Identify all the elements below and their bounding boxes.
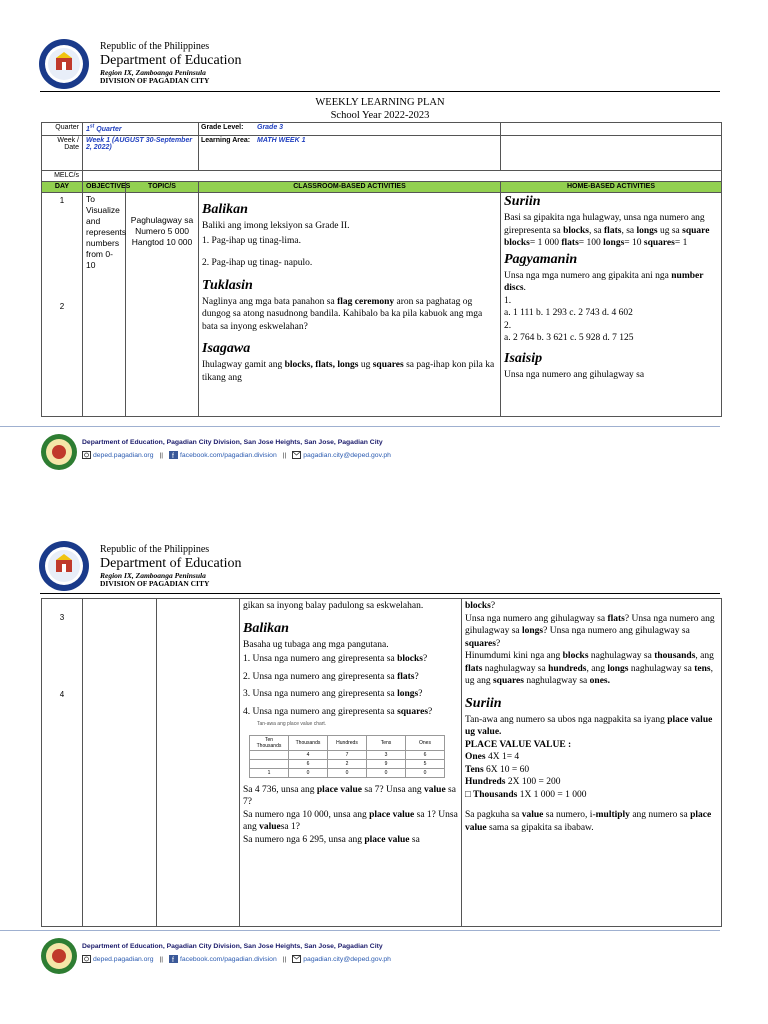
header-rule xyxy=(40,91,720,92)
hinumdumi-text: Hinumdumi kini nga ang blocks naghulagway sa thousands, ang flats naghulagway sa hundreds, ang longs naghulagway sa tens, ug ang squares naghulagway sa ones. xyxy=(465,651,714,686)
balikan-item-1: 1. Pag-ihap ug tinag-lima. xyxy=(202,235,301,246)
tens-line: Tens 6X 10 = 60 xyxy=(465,764,530,775)
balikan-intro: Basaha ug tubaga ang mga pangutana. xyxy=(243,639,389,650)
footer xyxy=(40,433,720,473)
republic-text: Republic of the Philippines xyxy=(100,41,210,52)
region-text: Region IX, Zamboanga Peninsula xyxy=(100,570,206,580)
weekly-plan-table-continued xyxy=(41,598,722,927)
area-value: MATH WEEK 1 xyxy=(257,137,306,144)
objectives-cell: To Visualize and represents numbers from 0-10 xyxy=(83,193,126,417)
website-link[interactable]: deped.pagadian.org xyxy=(93,955,154,963)
facebook-icon xyxy=(169,955,178,963)
region-text: Region IX, Zamboanga Peninsula xyxy=(100,67,206,77)
republic-text: Republic of the Philippines xyxy=(100,544,210,555)
deped-seal-icon xyxy=(38,540,90,592)
pv-cell: 2 xyxy=(328,759,367,768)
day-2: 2 xyxy=(59,302,65,311)
facebook-link[interactable]: facebook.com/pagadian.division xyxy=(180,451,277,459)
grade-cell xyxy=(199,123,501,136)
division-seal-icon xyxy=(40,433,78,471)
pv-cell: 0 xyxy=(289,768,328,777)
isaisip-text: Unsa nga numero ang gihulagway sa xyxy=(504,369,645,380)
footer-rule xyxy=(0,930,720,931)
weekly-plan-table xyxy=(41,122,722,417)
home-continued: blocks? xyxy=(465,601,496,611)
isagawa-text: Ihulagway gamit ang blocks, flats, longs ug squares sa pag-ihap kon pila ka tikang ang xyxy=(202,360,495,383)
thousands-line: □ Thousands 1X 1 000 = 1 000 xyxy=(465,789,587,800)
pv-cell: 1 xyxy=(250,768,289,777)
hundreds-line: Hundreds 2X 100 = 200 xyxy=(465,777,561,787)
footer-contacts: deped.pagadian.org || f facebook.com/pagadian.division || pagadian.city@deped.gov.ph xyxy=(82,955,391,963)
pv-cell: 5 xyxy=(406,759,445,768)
balikan-intro: Baliki ang imong leksiyon sa Grade II. xyxy=(202,221,350,231)
suriin-text: Basi sa gipakita nga hulagway, unsa nga numero ang girepresenta sa blocks, sa flats, sa longs ug sa square blocks= 1 000 flats= 100 longs= 10 squares= 1 xyxy=(504,213,710,248)
place-value-heading: PLACE VALUE VALUE : xyxy=(465,739,572,750)
pv-cell: 7 xyxy=(328,750,367,759)
pv-cell: 0 xyxy=(367,768,406,777)
pv-cell: 3 xyxy=(367,750,406,759)
balikan-item-2: 2. Pag-ihap ug tinag- napulo. xyxy=(202,258,313,268)
place-value-chart xyxy=(249,735,445,778)
sentence-3: Sa numero nga 6 295, unsa ang place value sa xyxy=(243,834,420,845)
area-cell xyxy=(199,136,501,171)
pagyamanin-heading: Pagyamanin xyxy=(504,251,578,267)
pagyamanin-text: Unsa nga mga numero ang gipakita ani nga number discs. xyxy=(504,270,704,293)
col-day: DAY xyxy=(42,182,83,193)
col-topics: TOPIC/S xyxy=(126,182,199,193)
balikan-heading: Balikan xyxy=(243,620,289,636)
letterhead xyxy=(100,544,242,589)
footer-contacts: deped.pagadian.org || f facebook.com/pagadian.division || pagadian.city@deped.gov.ph xyxy=(82,451,391,459)
facebook-icon xyxy=(169,451,178,459)
svg-text:f: f xyxy=(172,453,174,460)
question-4: 4. Unsa nga numero ang girepresenta sa squares? xyxy=(243,706,433,717)
footer xyxy=(40,937,720,977)
week-label: Week / Date xyxy=(42,136,83,171)
svg-text:f: f xyxy=(172,957,174,964)
col-classroom: CLASSROOM-BASED ACTIVITIES xyxy=(199,182,501,193)
day-1: 1 xyxy=(59,196,65,205)
question-2: 2. Unsa nga numero ang girepresenta sa flats? xyxy=(243,671,419,682)
home-cell xyxy=(501,193,722,417)
classroom-continued: gikan sa inyong balay padulong sa eskwelahan. xyxy=(243,601,424,611)
pv-header-cell: Hundreds xyxy=(328,735,367,750)
col-home: HOME-BASED ACTIVITIES xyxy=(501,182,722,193)
quarter-label: Quarter xyxy=(42,123,83,136)
pv-header-row xyxy=(250,735,445,750)
school-year-text: School Year 2022-2023 xyxy=(330,110,430,121)
department-text: Department of Education xyxy=(100,52,242,68)
email-link[interactable]: pagadian.city@deped.gov.ph xyxy=(303,451,391,459)
pagyamanin-answers-2: a. 2 764 b. 3 621 c. 5 928 d. 7 125 xyxy=(504,333,634,343)
pv-cell: 0 xyxy=(328,768,367,777)
pv-cell: 4 xyxy=(289,750,328,759)
sentence-2: Sa numero nga 10 000, unsa ang place value sa 1? Unsa ang valuesa 1? xyxy=(243,809,458,832)
pv-header-cell: Ten Thousands xyxy=(250,735,289,750)
question-1: 1. Unsa nga numero ang girepresenta sa blocks? xyxy=(243,654,428,664)
isagawa-heading: Isagawa xyxy=(202,341,251,356)
pv-cell: 6 xyxy=(406,750,445,759)
area-label: Learning Area: xyxy=(201,137,251,144)
melc-label: MELC/s xyxy=(42,171,83,182)
suriin-heading: Suriin xyxy=(465,695,502,711)
day-column xyxy=(42,193,83,417)
suriin-heading: Suriin xyxy=(504,194,541,209)
pv-cell: 6 xyxy=(289,759,328,768)
chart-caption: Tan-awa ang place value chart. xyxy=(257,721,327,727)
home-cell xyxy=(462,599,722,927)
mail-icon xyxy=(292,451,301,459)
globe-icon xyxy=(82,955,91,963)
pv-cell xyxy=(250,759,289,768)
grade-label: Grade Level: xyxy=(201,124,244,131)
footer-rule xyxy=(0,426,720,427)
isaisip-heading: Isaisip xyxy=(504,350,543,366)
pv-cell: 9 xyxy=(367,759,406,768)
pagyamanin-answers-1: a. 1 111 b. 1 293 c. 2 743 d. 4 602 xyxy=(504,308,633,318)
division-text: DIVISION OF PAGADIAN CITY xyxy=(100,76,210,86)
plan-title-text: WEEKLY LEARNING PLAN xyxy=(315,97,445,108)
day-column xyxy=(42,599,83,927)
classroom-cell xyxy=(199,193,501,417)
day-4: 4 xyxy=(59,690,65,699)
sentence-1: Sa 4 736, unsa ang place value sa 7? Unsa ang value sa 7? xyxy=(243,784,456,807)
deped-seal-icon xyxy=(38,38,90,90)
day-3: 3 xyxy=(59,613,65,622)
website-link[interactable]: deped.pagadian.org xyxy=(93,451,154,459)
balikan-heading: Balikan xyxy=(202,202,248,217)
pv-header-cell: Tens xyxy=(367,735,406,750)
grade-value: Grade 3 xyxy=(257,124,284,131)
week-value: Week 1 (AUGUST 30-September 2, 2022) xyxy=(83,136,199,171)
question-3: 3. Unsa nga numero ang girepresenta sa longs? xyxy=(243,689,423,699)
letterhead xyxy=(100,41,242,86)
division-seal-icon xyxy=(40,937,78,975)
pv-row xyxy=(250,750,445,759)
suriin-text: Tan-awa ang numero sa ubos nga nagpakita sa iyang place value ug value. xyxy=(465,714,713,737)
pagyamanin-item-2: 2. xyxy=(504,320,512,331)
col-objectives: OBJECTIVES xyxy=(83,182,126,193)
pv-row xyxy=(250,768,445,777)
home-questions: Unsa nga numero ang gihulagway sa flats? Unsa nga numero ang gihulagway sa longs? Unsa nga numero ang gihulagway sa squares? xyxy=(465,613,715,649)
division-text: DIVISION OF PAGADIAN CITY xyxy=(100,579,210,589)
ones-line: Ones 4X 1= 4 xyxy=(465,752,520,762)
facebook-link[interactable]: facebook.com/pagadian.division xyxy=(180,955,277,963)
quarter-value: 1st Quarter xyxy=(83,123,199,136)
pagyamanin-item-1: 1. xyxy=(504,295,512,306)
plan-title xyxy=(40,96,720,122)
tuklasin-text: Naglinya ang mga bata panahon sa flag ceremony aron sa paghatag og dungog sa atong nasudnong bandila. Kahibalo ba ka pila kabuok ang mga bata sa inyong eskwelahan? xyxy=(202,296,483,332)
department-text: Department of Education xyxy=(100,555,242,571)
email-link[interactable]: pagadian.city@deped.gov.ph xyxy=(303,955,391,963)
globe-icon xyxy=(82,451,91,459)
tuklasin-heading: Tuklasin xyxy=(202,277,253,293)
pv-cell xyxy=(250,750,289,759)
pv-header-cell: Ones xyxy=(406,735,445,750)
footer-address: Department of Education, Pagadian City Division, San Jose Heights, San Jose, Pagadian City xyxy=(82,943,383,950)
header-rule xyxy=(40,593,720,594)
page-2 xyxy=(0,512,768,1024)
pv-header-cell: Thousands xyxy=(289,735,328,750)
multiply-text: Sa pagkuha sa value sa numero, i-multiply ang numero sa place value sama sa gipakita sa ibabaw. xyxy=(465,810,712,833)
pv-row xyxy=(250,759,445,768)
pv-cell: 0 xyxy=(406,768,445,777)
footer-address: Department of Education, Pagadian City Division, San Jose Heights, San Jose, Pagadian City xyxy=(82,439,383,446)
classroom-cell xyxy=(240,599,462,927)
mail-icon xyxy=(292,955,301,963)
topic-cell: Paghulagway sa Numero 5 000 Hangtod 10 000 xyxy=(126,193,199,417)
